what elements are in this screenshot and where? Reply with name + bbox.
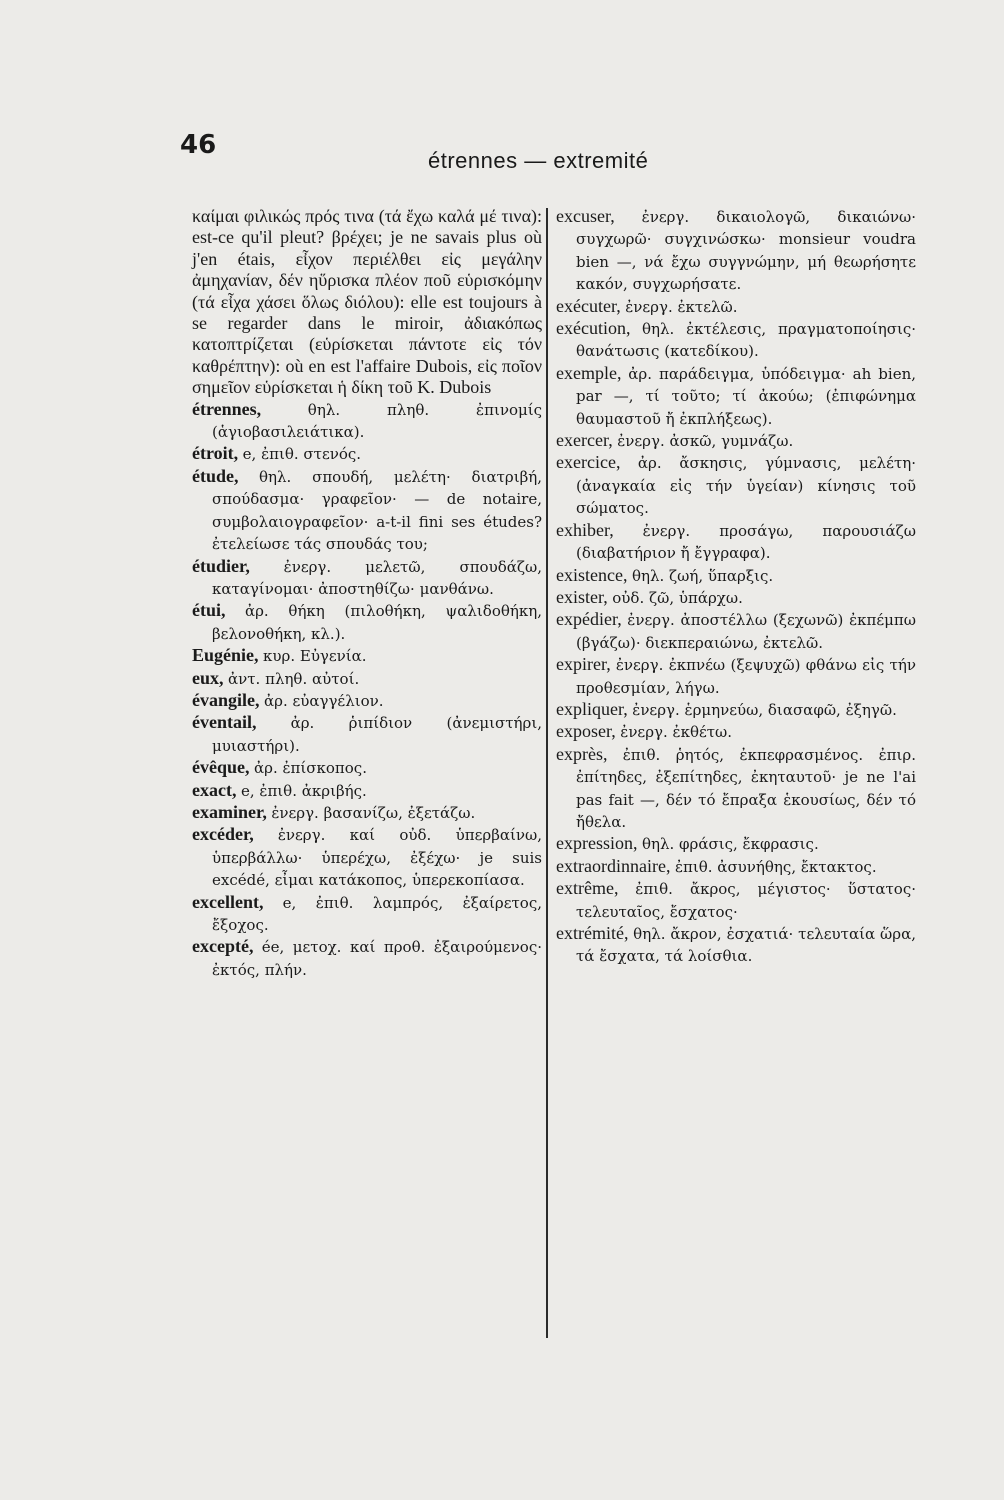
entry-headword: expirer, xyxy=(556,654,611,675)
entry-headword: excellent, xyxy=(192,891,264,912)
dictionary-entry xyxy=(192,645,542,667)
entry-headword: éventail, xyxy=(192,712,257,733)
dictionary-entry xyxy=(192,690,542,712)
entry-headword: étude, xyxy=(192,465,239,486)
right-entries xyxy=(556,206,916,968)
dictionary-entry xyxy=(192,600,542,645)
continuation-text: καίμαι φιλικώς πρός τινα (τά ἔχω καλά μέ τινα): est-ce qu'il pleut? βρέχει; je ne savais plus où j'en étais, εἶχον περιέλθει εἰς μεγάλην ἀμηχανίαν, δέν ηὕρισκα πλέον ποῦ εὑρισκόμην (τά εἶχα χάσει ὅλως διόλου): elle est toujours à se regarder dans le miroir, ἀδιακόπως κατοπτρίζεται (εὑρίσκεται πάντοτε εἰς τόν καθρέπτην): où en est l'affaire Dubois, εἰς ποῖον σημεῖον εὑρίσκεται ἡ δίκη τοῦ Κ. Dubois xyxy=(192,206,542,398)
entry-headword: examiner, xyxy=(192,801,267,822)
entry-definition: ἀρ. ῥιπίδιον (ἀνεμιστήρι, μυιαστήρι). xyxy=(212,714,543,755)
dictionary-entry xyxy=(556,856,916,878)
dictionary-entry xyxy=(192,712,542,757)
entry-headword: évêque, xyxy=(192,757,250,778)
entry-definition: ἀρ. ἐπίσκοπος. xyxy=(254,759,367,778)
entry-headword: expédier, xyxy=(556,609,622,630)
entry-headword: étui, xyxy=(192,600,226,621)
entry-definition: ἐπιθ. ἄκρος, μέγιστος· ὕστατος· τελευταῖος, ἔσχατος· xyxy=(576,880,916,921)
entry-headword: étroit, xyxy=(192,443,239,464)
dictionary-entry xyxy=(556,609,916,654)
entry-headword: eux, xyxy=(192,667,224,688)
entry-headword: exister, xyxy=(556,586,608,607)
dictionary-entry xyxy=(556,452,916,519)
entry-definition: ἀρ. ἄσκησις, γύμνασις, μελέτη· (ἀναγκαία εἰς τήν ὑγείαν) κίνησις τοῦ σώματος. xyxy=(576,454,917,518)
entry-headword: étudier, xyxy=(192,555,250,576)
entry-definition: θηλ. πληθ. ἐπινομίς (ἁγιοβασιλειάτικα). xyxy=(212,400,543,442)
dictionary-entry xyxy=(192,936,542,981)
entry-definition: ἐνεργ. ἑρμηνεύω, διασαφῶ, ἐξηγῶ. xyxy=(632,700,897,719)
right-column xyxy=(556,206,916,968)
dictionary-entry xyxy=(556,699,916,721)
entry-headword: étrennes, xyxy=(192,398,262,419)
dictionary-entry xyxy=(556,654,916,699)
entry-definition: θηλ. ζωή, ὕπαρξις. xyxy=(631,566,774,585)
entry-definition: ἀντ. πληθ. αὐτοί. xyxy=(228,669,360,688)
dictionary-entry xyxy=(192,399,542,444)
dictionary-entry xyxy=(556,744,916,834)
dictionary-entry xyxy=(556,833,916,855)
entry-definition: θηλ. σπουδή, μελέτη· διατριβή, σπούδασμα· γραφεῖον· — de notaire, συμβολαιογραφεῖον· a-t-il fini ses études? ἐτελείωσε τάς σπουδάς του; xyxy=(212,467,542,554)
entry-definition: ἐνεργ. ἀσκῶ, γυμνάζω. xyxy=(617,432,794,451)
entry-definition: ἐνεργ. ἐκπνέω (ξεψυχῶ) φθάνω εἰς τήν προθεσμίαν, λήγω. xyxy=(576,656,916,697)
entry-headword: exercice, xyxy=(556,452,621,473)
dictionary-entry xyxy=(556,430,916,452)
entry-headword: expliquer, xyxy=(556,698,628,719)
entry-headword: Eugénie, xyxy=(192,645,259,666)
dictionary-entry xyxy=(556,318,916,363)
entry-definition: ἀρ. θήκη (πιλοθήκη, ψαλιδοθήκη, βελονοθήκη, κλ.). xyxy=(212,602,543,643)
entry-headword: extrémité, xyxy=(556,923,629,943)
entry-definition: ἀρ. παράδειγμα, ὑπόδειγμα· ah bien, par —, τί τοῦτο; τί ἀκούω; (ἐπιφώνημα θαυμαστοῦ ἤ ἐκπλήξεως). xyxy=(576,364,916,428)
entry-definition: θηλ. φράσις, ἔκφρασις. xyxy=(641,835,819,854)
entry-headword: extrême, xyxy=(556,878,619,899)
dictionary-entry xyxy=(192,443,542,465)
entry-headword: extraordinnaire, xyxy=(556,855,671,876)
entry-definition: ée, μετοχ. καί προθ. ἐξαιρούμενος· ἐκτός, πλήν. xyxy=(212,938,543,979)
entry-headword: exécuter, xyxy=(556,295,621,316)
dictionary-entry xyxy=(556,587,916,609)
dictionary-entry xyxy=(556,296,916,318)
entry-headword: exemple, xyxy=(556,362,622,383)
dictionary-entry xyxy=(556,520,916,565)
dictionary-entry xyxy=(192,892,542,937)
left-column xyxy=(192,206,542,981)
dictionary-entry xyxy=(556,923,916,968)
entry-headword: exposer, xyxy=(556,721,616,742)
entry-definition: ἐνεργ. δικαιολογῶ, δικαιώνω· συγχωρῶ· συγχινώσκω· monsieur voudra bien —, νά ἔχω συγγνώμην, μή θεωρήσητε κακόν, συγχωρήσατε. xyxy=(576,208,916,294)
dictionary-entry xyxy=(192,802,542,824)
page-number: 46 xyxy=(180,130,217,160)
entry-headword: expression, xyxy=(556,833,638,854)
entry-definition: ἐπιθ. ἀσυνήθης, ἔκτακτος. xyxy=(674,857,877,876)
entry-definition: κυρ. Εὐγενία. xyxy=(263,647,367,666)
column-divider xyxy=(546,208,548,1338)
entry-headword: excuser, xyxy=(556,206,615,226)
dictionary-entry xyxy=(556,565,916,587)
entry-definition: οὐδ. ζῶ, ὑπάρχω. xyxy=(612,588,743,607)
entry-definition: ἐνεργ. ἐκθέτω. xyxy=(620,723,733,742)
dictionary-entry xyxy=(192,668,542,690)
dictionary-entry xyxy=(556,363,916,430)
dictionary-entry xyxy=(556,721,916,743)
entry-headword: excepté, xyxy=(192,936,254,957)
dictionary-entry xyxy=(192,757,542,779)
entry-definition: ἐνεργ. καί οὐδ. ὑπερβαίνω, ὑπερβάλλω· ὑπερέχω, ἐξέχω· je suis excédé, εἶμαι κατάκοπος, ὑπερεκοπίασα. xyxy=(212,826,542,890)
dictionary-entry xyxy=(192,824,542,891)
entry-definition: θηλ. ἐκτέλεσις, πραγματοποίησις· θανάτωσις (κατεδίκου). xyxy=(576,320,916,361)
entry-headword: évangile, xyxy=(192,689,260,710)
dictionary-entry xyxy=(192,780,542,802)
entry-headword: exhiber, xyxy=(556,519,614,540)
entry-headword: existence, xyxy=(556,564,628,585)
entry-definition: θηλ. ἄκρον, ἐσχατιά· τελευταία ὥρα, τά ἔσχατα, τά λοίσθια. xyxy=(576,925,917,966)
entry-definition: ἐπιθ. ῥητός, ἐκπεφρασμένος. ἐπιρ. ἐπίτηδες, ἐξεπίτηδες, ἐκηταυτοῦ· je ne l'ai pas fait —, δέν τό ἔπραξα ἑκουσίως, δέν τό ἤθελα. xyxy=(576,745,916,831)
entry-definition: ἐνεργ. μελετῶ, σπουδάζω, καταγίνομαι· ἀποστηθίζω· μανθάνω. xyxy=(212,557,542,598)
dictionary-entry xyxy=(192,556,542,601)
entry-headword: exprès, xyxy=(556,743,608,764)
entry-headword: exercer, xyxy=(556,430,613,451)
dictionary-entry xyxy=(556,206,916,296)
entry-definition: ἐνεργ. ἀποστέλλω (ξεχωνῶ) ἐκπέμπω (βγάζω)· διεκπεραιώνω, ἐκτελῶ. xyxy=(576,611,917,652)
entry-definition: e, ἐπιθ. λαμπρός, ἐξαίρετος, ἔξοχος. xyxy=(212,893,542,934)
entry-definition: ἐνεργ. προσάγω, παρουσιάζω (διαβατήριον ἤ ἔγγραφα). xyxy=(576,521,917,563)
entry-headword: excéder, xyxy=(192,824,254,845)
entry-definition: ἐνεργ. ἐκτελῶ. xyxy=(625,297,738,316)
dictionary-entry xyxy=(556,878,916,923)
entry-definition: e, ἐπιθ. ἀκριβής. xyxy=(240,781,367,800)
entry-headword: exact, xyxy=(192,779,237,800)
running-head: étrennes — extremité xyxy=(428,148,649,173)
entry-headword: exécution, xyxy=(556,318,631,339)
entry-definition: ἐνεργ. βασανίζω, ἐξετάζω. xyxy=(271,803,476,822)
entry-definition: ἀρ. εὐαγγέλιον. xyxy=(264,691,384,710)
dictionary-entry xyxy=(192,466,542,556)
entry-definition: e, ἐπιθ. στενός. xyxy=(242,445,362,464)
left-entries xyxy=(192,399,542,982)
